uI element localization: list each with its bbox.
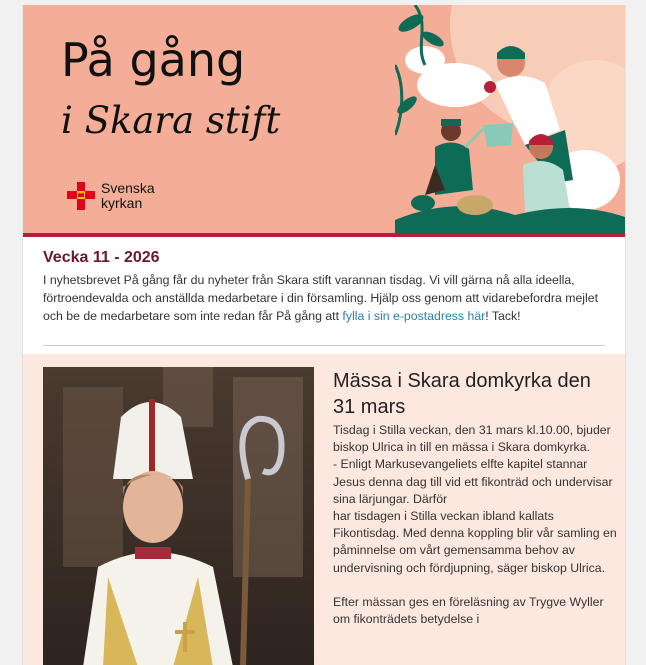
logo-text: [101, 181, 155, 211]
logo-line-1: Svenska: [101, 180, 155, 196]
gardening-illustration: [395, 5, 625, 233]
header-divider-bar: [23, 233, 625, 237]
header-subtitle: i Skara stift: [61, 99, 281, 142]
intro-text-end: ! Tack!: [485, 309, 521, 323]
svenska-kyrkan-logo-icon: [67, 182, 95, 210]
intro-section: [43, 249, 613, 325]
svenska-kyrkan-logo: [67, 181, 155, 211]
article-section: [23, 354, 625, 665]
header-banner: [23, 5, 625, 233]
newsletter: [22, 5, 626, 665]
signup-link[interactable]: fylla i sin e-postadress här: [342, 309, 486, 323]
section-divider: [43, 345, 605, 346]
intro-text: [43, 271, 613, 325]
article-title: Mässa i Skara domkyrka den 31 mars: [333, 370, 591, 418]
header-title: På gång: [61, 33, 246, 87]
intro-text-main: I nyhetsbrevet På gång får du nyheter från Skara stift varannan tisdag. Vi vill gärna nå alla ideella, förtroendevalda och anställda medarbetare i din församling. Hjälp oss genom att vidarebefordra mejlet och be de medarbetare som inte redan får På gång att: [43, 273, 599, 323]
logo-line-2: kyrkan: [101, 195, 143, 211]
article-body: Tisdag i Stilla veckan, den 31 mars kl.10.00, bjuder biskop Ulrica in till en mässa i Skara domkyrka. - Enligt Markusevangeliets elfte kapitel stannar Jesus denna dag till vid ett fikonträd och undervisar sina lärjungar. Därför har tisdagen i Stilla veckan ibland kallats Fikontisdag. Med denna koppling blir vår samling en påminnelse om vårt gemensamma behov av undervisning och fördjupning, säger biskop Ulrica. Efter mässan ges en föreläsning av Trygve Wyller om fikonträdets betydelse i: [333, 423, 617, 627]
bishop-photo: [43, 367, 314, 665]
week-heading: Vecka 11 - 2026: [43, 249, 160, 266]
